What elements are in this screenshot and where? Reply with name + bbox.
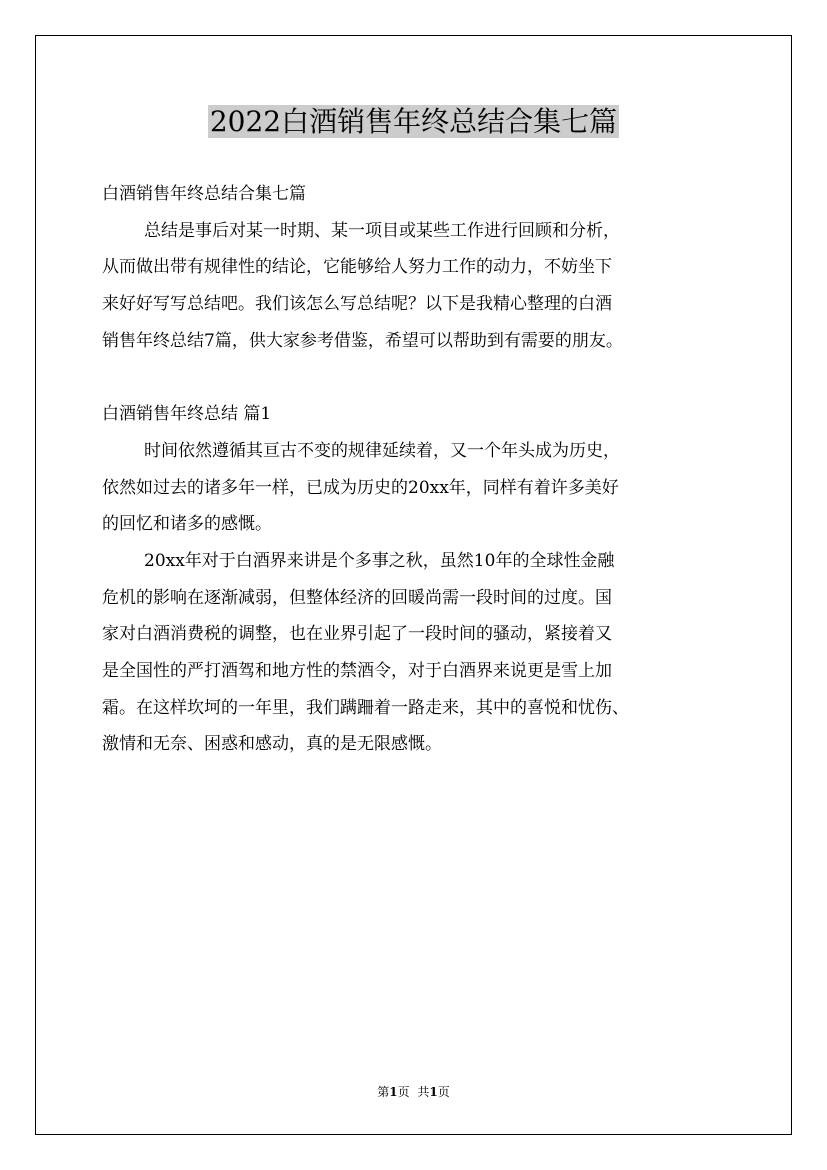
paragraph1-line: 的回忆和诸多的感慨。 <box>102 514 272 535</box>
paragraph2-line: 20xx年对于白酒界来讲是个多事之秋，虽然10年的全球性金融 <box>144 550 615 571</box>
blank-line <box>102 359 727 396</box>
paragraph2-line: 家对白酒消费税的调整，也在业界引起了一段时间的骚动，紧接着又 <box>102 624 612 645</box>
intro-line: 从而做出带有规律性的结论，它能够给人努力工作的动力，不妨坐下 <box>102 257 612 278</box>
intro-line: 销售年终总结7篇，供大家参考借鉴，希望可以帮助到有需要的朋友。 <box>102 330 623 351</box>
document-title <box>0 102 827 142</box>
document-body <box>102 176 727 763</box>
section-heading: 白酒销售年终总结 篇1 <box>102 404 272 425</box>
page-suffix: 页 <box>397 1085 410 1099</box>
total-suffix: 页 <box>437 1085 450 1099</box>
paragraph2-line: 危机的影响在逐渐减弱，但整体经济的回暖尚需一段时间的过度。国 <box>102 587 612 608</box>
page-number: 1 <box>389 1085 398 1099</box>
intro-line: 来好好写写总结吧。我们该怎么写总结呢？以下是我精心整理的白酒 <box>102 294 612 315</box>
document-subtitle: 白酒销售年终总结合集七篇 <box>102 184 306 204</box>
paragraph2-line: 霜。在这样坎坷的一年里，我们蹒跚着一路走来，其中的喜悦和忧伤、 <box>102 697 629 718</box>
paragraph2-line: 激情和无奈、困惑和感动，真的是无限感慨。 <box>102 734 442 755</box>
total-prefix: 共 <box>417 1085 430 1099</box>
paragraph2-line: 是全国性的严打酒驾和地方性的禁酒令，对于白酒界来说更是雪上加 <box>102 660 612 681</box>
total-number: 1 <box>429 1085 438 1099</box>
paragraph1-line: 依然如过去的诸多年一样，已成为历史的20xx年，同样有着许多美好 <box>102 477 619 498</box>
intro-line: 总结是事后对某一时期、某一项目或某些工作进行回顾和分析， <box>144 220 620 241</box>
page-footer <box>0 1082 827 1102</box>
page-prefix: 第 <box>377 1085 390 1099</box>
paragraph1-line: 时间依然遵循其亘古不变的规律延续着，又一个年头成为历史， <box>144 440 620 461</box>
document-title-text: 2022白酒销售年终总结合集七篇 <box>209 105 618 138</box>
